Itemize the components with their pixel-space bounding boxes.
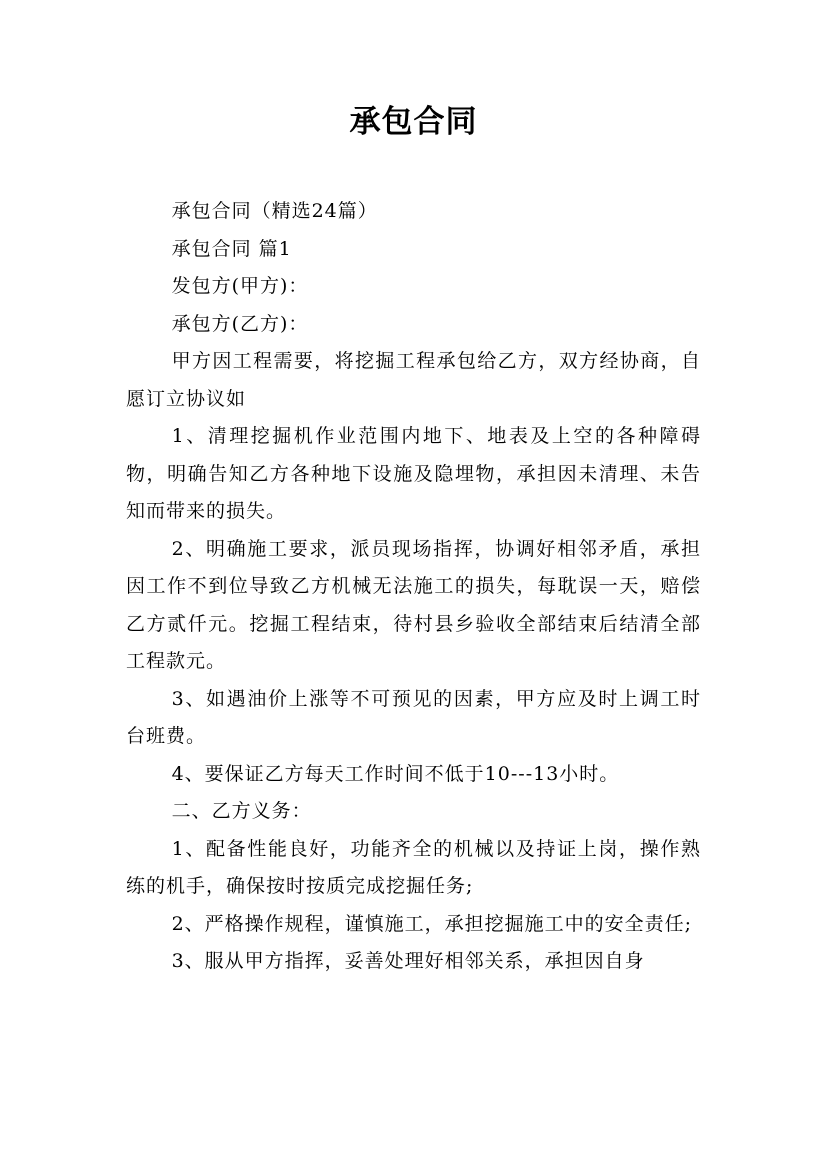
paragraph-clause-a2: 2、明确施工要求，派员现场指挥，协调好相邻矛盾，承担因工作不到位导致乙方机械无法施工的损失，每耽误一天，赔偿乙方贰仟元。挖掘工程结束，待村县乡验收全部结束后结清全部工程款元。 [126, 537, 701, 672]
document-title: 承包合同 [349, 104, 478, 140]
paragraph-clause-b3: 3、服从甲方指挥，妥善处理好相邻关系，承担因自身 [171, 950, 645, 972]
paragraph-clause-a4: 4、要保证乙方每天工作时间不低于10---13小时。 [171, 762, 620, 785]
paragraph-clause-b2: 2、严格操作规程，谨慎施工，承担挖掘施工中的安全责任; [171, 912, 693, 935]
paragraph-party-a: 发包方(甲方)： [171, 275, 309, 297]
paragraph-clause-a1: 1、清理挖掘机作业范围内地下、地表及上空的各种障碍物，明确告知乙方各种地下设施及隐埋物，承担因未清理、未告知而带来的损失。 [126, 425, 701, 522]
document-body [126, 193, 701, 981]
paragraph-party-b: 承包方(乙方)： [171, 312, 309, 335]
paragraph-clause-b1: 1、配备性能良好，功能齐全的机械以及持证上岗，操作熟练的机手，确保按时按质完成挖掘任务; [126, 837, 701, 897]
paragraph-section-heading: 承包合同 篇1 [171, 237, 292, 260]
paragraph-subtitle: 承包合同（精选24篇） [171, 200, 378, 222]
paragraph-party-b-duties-heading: 二、乙方义务： [171, 800, 312, 822]
paragraph-intro: 甲方因工程需要，将挖掘工程承包给乙方，双方经协商，自愿订立协议如 [126, 350, 701, 410]
paragraph-clause-a3: 3、如遇油价上涨等不可预见的因素，甲方应及时上调工时台班费。 [126, 687, 701, 747]
